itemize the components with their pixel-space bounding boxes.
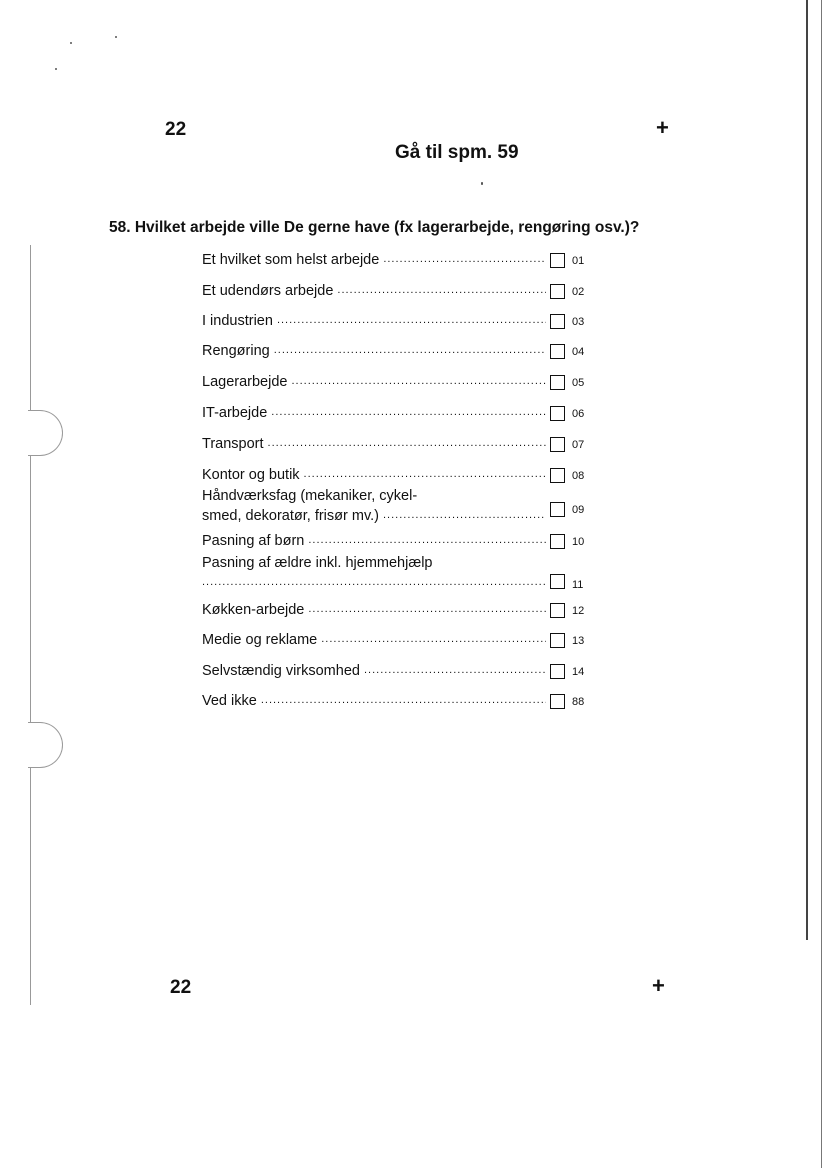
option-label: Pasning af børn: [202, 533, 305, 549]
option-code: 04: [572, 346, 585, 358]
checkbox-88[interactable]: [550, 694, 565, 709]
checkbox-12[interactable]: [550, 603, 565, 618]
option-label: IT-arbejde: [202, 405, 268, 421]
dot-leader: [321, 632, 546, 648]
goto-instruction: Gå til spm. 59: [395, 142, 519, 163]
option-label: Et udendørs arbejde: [202, 283, 334, 299]
option-label: Et hvilket som helst arbejde: [202, 252, 380, 268]
option-02: [202, 279, 600, 299]
option-label: Ved ikke: [202, 693, 257, 709]
option-label: Rengøring: [202, 343, 270, 359]
checkbox-04[interactable]: [550, 344, 565, 359]
dot-leader: [202, 575, 546, 591]
checkbox-05[interactable]: [550, 375, 565, 390]
checkbox-06[interactable]: [550, 406, 565, 421]
option-code: 10: [572, 536, 585, 548]
checkbox-01[interactable]: [550, 253, 565, 268]
scan-speck: [70, 42, 72, 44]
dot-leader: [277, 313, 546, 329]
scan-speck: [55, 68, 57, 70]
option-code: 13: [572, 635, 585, 647]
option-code: 11: [572, 579, 584, 591]
option-10: [202, 529, 600, 549]
option-label: Medie og reklame: [202, 632, 318, 648]
dot-leader: [308, 602, 546, 618]
checkbox-14[interactable]: [550, 664, 565, 679]
option-07: [202, 432, 600, 452]
dot-leader: [291, 374, 546, 390]
checkbox-03[interactable]: [550, 314, 565, 329]
option-code: 06: [572, 408, 585, 420]
option-06: [202, 401, 600, 421]
option-05: [202, 370, 600, 390]
scan-edge-right: [821, 0, 822, 1168]
option-11: [202, 555, 600, 591]
punch-hole-bottom: [28, 722, 63, 768]
scan-edge-right-inner: [806, 0, 808, 940]
dot-leader: [274, 343, 546, 359]
option-12: [202, 598, 600, 618]
option-label: Transport: [202, 436, 264, 452]
option-01: [202, 248, 600, 268]
option-13: [202, 628, 600, 648]
checkbox-02[interactable]: [550, 284, 565, 299]
dot-leader: [308, 533, 546, 549]
question-58-text: 58. Hvilket arbejde ville De gerne have (fx lagerarbejde, rengøring osv.)?: [109, 219, 640, 236]
option-code: 14: [572, 666, 585, 678]
dot-leader: [364, 663, 546, 679]
option-03: [202, 309, 600, 329]
crop-mark-plus-top: +: [656, 115, 669, 140]
scan-speck: [115, 36, 117, 38]
option-label: I industrien: [202, 313, 273, 329]
option-code: 08: [572, 470, 585, 482]
option-09: [202, 488, 600, 524]
crop-mark-plus-bottom: +: [652, 973, 665, 998]
option-label-line2: smed, dekoratør, frisør mv.): [202, 508, 379, 524]
checkbox-13[interactable]: [550, 633, 565, 648]
page-number-bottom: 22: [170, 977, 192, 998]
option-04: [202, 339, 600, 359]
dot-leader: [383, 508, 546, 524]
option-label: Selvstændig virksomhed: [202, 663, 360, 679]
option-88: [202, 689, 600, 709]
scan-edge-left: [30, 245, 31, 1005]
dot-leader: [304, 467, 546, 483]
option-label: Kontor og butik: [202, 467, 300, 483]
option-code: 05: [572, 377, 585, 389]
option-code: 07: [572, 439, 585, 451]
page-number-top: 22: [165, 119, 187, 140]
checkbox-10[interactable]: [550, 534, 565, 549]
checkbox-08[interactable]: [550, 468, 565, 483]
option-code: 01: [572, 255, 585, 267]
option-label-line1: Pasning af ældre inkl. hjemmehjælp: [202, 555, 433, 571]
option-08: [202, 463, 600, 483]
option-label: Lagerarbejde: [202, 374, 288, 390]
option-code: 03: [572, 316, 585, 328]
scan-speck: [481, 182, 483, 185]
option-14: [202, 659, 600, 679]
dot-leader: [261, 693, 546, 709]
checkbox-07[interactable]: [550, 437, 565, 452]
checkbox-11[interactable]: [550, 574, 565, 589]
option-label-line1: Håndværksfag (mekaniker, cykel-: [202, 488, 418, 504]
dot-leader: [337, 283, 546, 299]
punch-hole-top: [28, 410, 63, 456]
option-label: Køkken-arbejde: [202, 602, 305, 618]
option-code: 88: [572, 696, 585, 708]
option-code: 12: [572, 605, 585, 617]
dot-leader: [383, 252, 546, 268]
option-code: 02: [572, 286, 585, 298]
option-code: 09: [572, 504, 585, 516]
checkbox-09[interactable]: [550, 502, 565, 517]
dot-leader: [271, 405, 546, 421]
dot-leader: [268, 436, 546, 452]
